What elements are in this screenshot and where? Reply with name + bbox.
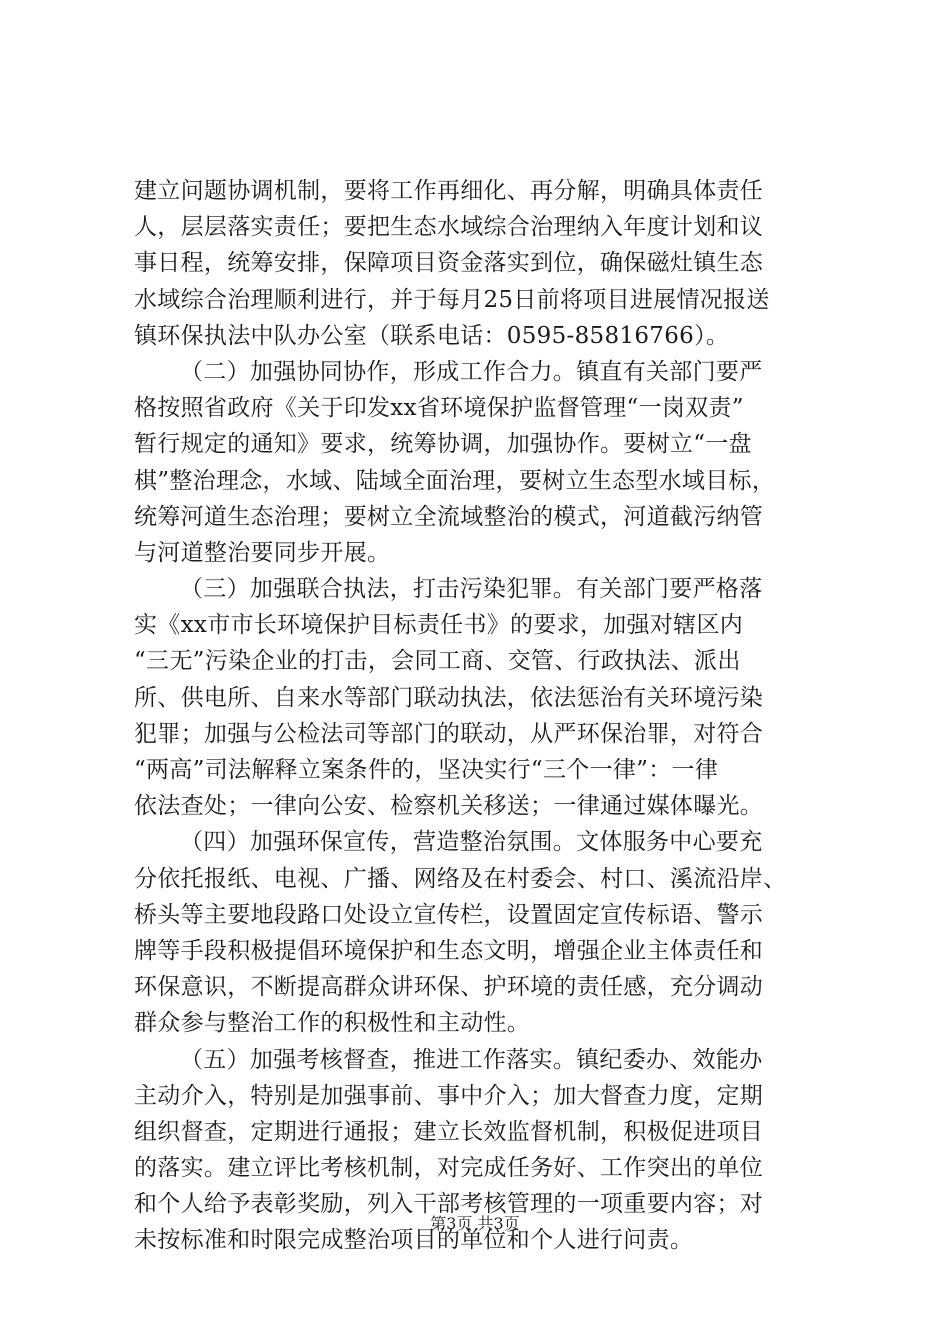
text-line: 桥头等主要地段路口处设立宣传栏，设置固定宣传标语、警示 <box>134 901 764 928</box>
text-line: 与河道整治要同步开展。 <box>134 539 391 566</box>
text-line: 建立问题协调机制，要将工作再细化、再分解，明确具体责任 <box>134 178 764 204</box>
text-line: 棋”整治理念，水域、陆域全面治理，要树立生态型水域目标， <box>134 467 776 494</box>
text-line: 统筹河道生态治理；要树立全流域整治的模式，河道截污纳管 <box>134 503 764 530</box>
text-line: 环保意识，不断提高群众讲环保、护环境的责任感，充分调动 <box>134 974 764 1001</box>
text-line: 牌等手段积极提倡环境保护和生态文明，增强企业主体责任和 <box>134 937 764 964</box>
text-line: 分依托报纸、电视、广播、网络及在村委会、村口、溪流沿岸、 <box>134 865 787 892</box>
text-line: 群众参与整治工作的积极性和主动性。 <box>134 1010 531 1037</box>
text-line: 所、供电所、自来水等部门联动执法，依法惩治有关环境污染 <box>134 684 764 711</box>
page-footer: 第3页 共3页 <box>430 1214 520 1233</box>
text-line: 人，层层落实责任；要把生态水域综合治理纳入年度计划和议 <box>134 214 764 241</box>
text-line: 未按标准和时限完成整治项目的单位和个人进行问责。 <box>134 1227 694 1254</box>
text-line: 犯罪；加强与公检法司等部门的联动，从严环保治罪，对符合 <box>134 720 764 747</box>
text-line: 组织督查，定期进行通报；建立长效监督机制，积极促进项目 <box>134 1118 764 1145</box>
text-line: （三）加强联合执法，打击污染犯罪。有关部门要严格落 <box>180 576 763 603</box>
text-line: 实《xx市市长环境保护目标责任书》的要求，加强对辖区内 <box>134 612 744 639</box>
text-line: 镇环保执法中队办公室（联系电话：0595-85816766）。 <box>134 322 730 349</box>
text-line: （四）加强环保宣传，营造整治氛围。文体服务中心要充 <box>180 829 763 856</box>
text-line: “三无”污染企业的打击，会同工商、交管、行政执法、派出 <box>134 648 741 675</box>
text-line: “两高”司法解释立案条件的，坚决实行“三个一律”：一律 <box>134 757 719 783</box>
text-line: 主动介入，特别是加强事前、事中介入；加大督查力度，定期 <box>134 1082 764 1109</box>
text-line: 依法查处；一律向公安、检察机关移送；一律通过媒体曝光。 <box>134 793 764 820</box>
text-line: （五）加强考核督查，推进工作落实。镇纪委办、效能办 <box>180 1046 763 1073</box>
text-line: （二）加强协同协作，形成工作合力。镇直有关部门要严 <box>180 358 763 385</box>
text-line: 和个人给予表彰奖励，列入干部考核管理的一项重要内容；对 <box>134 1191 764 1218</box>
text-line: 水域综合治理顺利进行，并于每月25日前将项目进展情况报送 <box>134 286 770 313</box>
text-line: 的落实。建立评比考核机制，对完成任务好、工作突出的单位 <box>134 1155 764 1182</box>
text-line: 格按照省政府《关于印发xx省环境保护监督管理“一岗双责” <box>134 395 744 422</box>
document-body <box>134 173 834 1259</box>
text-line: 暂行规定的通知》要求，统筹协调，加强协作。要树立“一盘 <box>134 431 752 458</box>
text-line: 事日程，统筹安排，保障项目资金落实到位，确保磁灶镇生态 <box>134 250 764 277</box>
